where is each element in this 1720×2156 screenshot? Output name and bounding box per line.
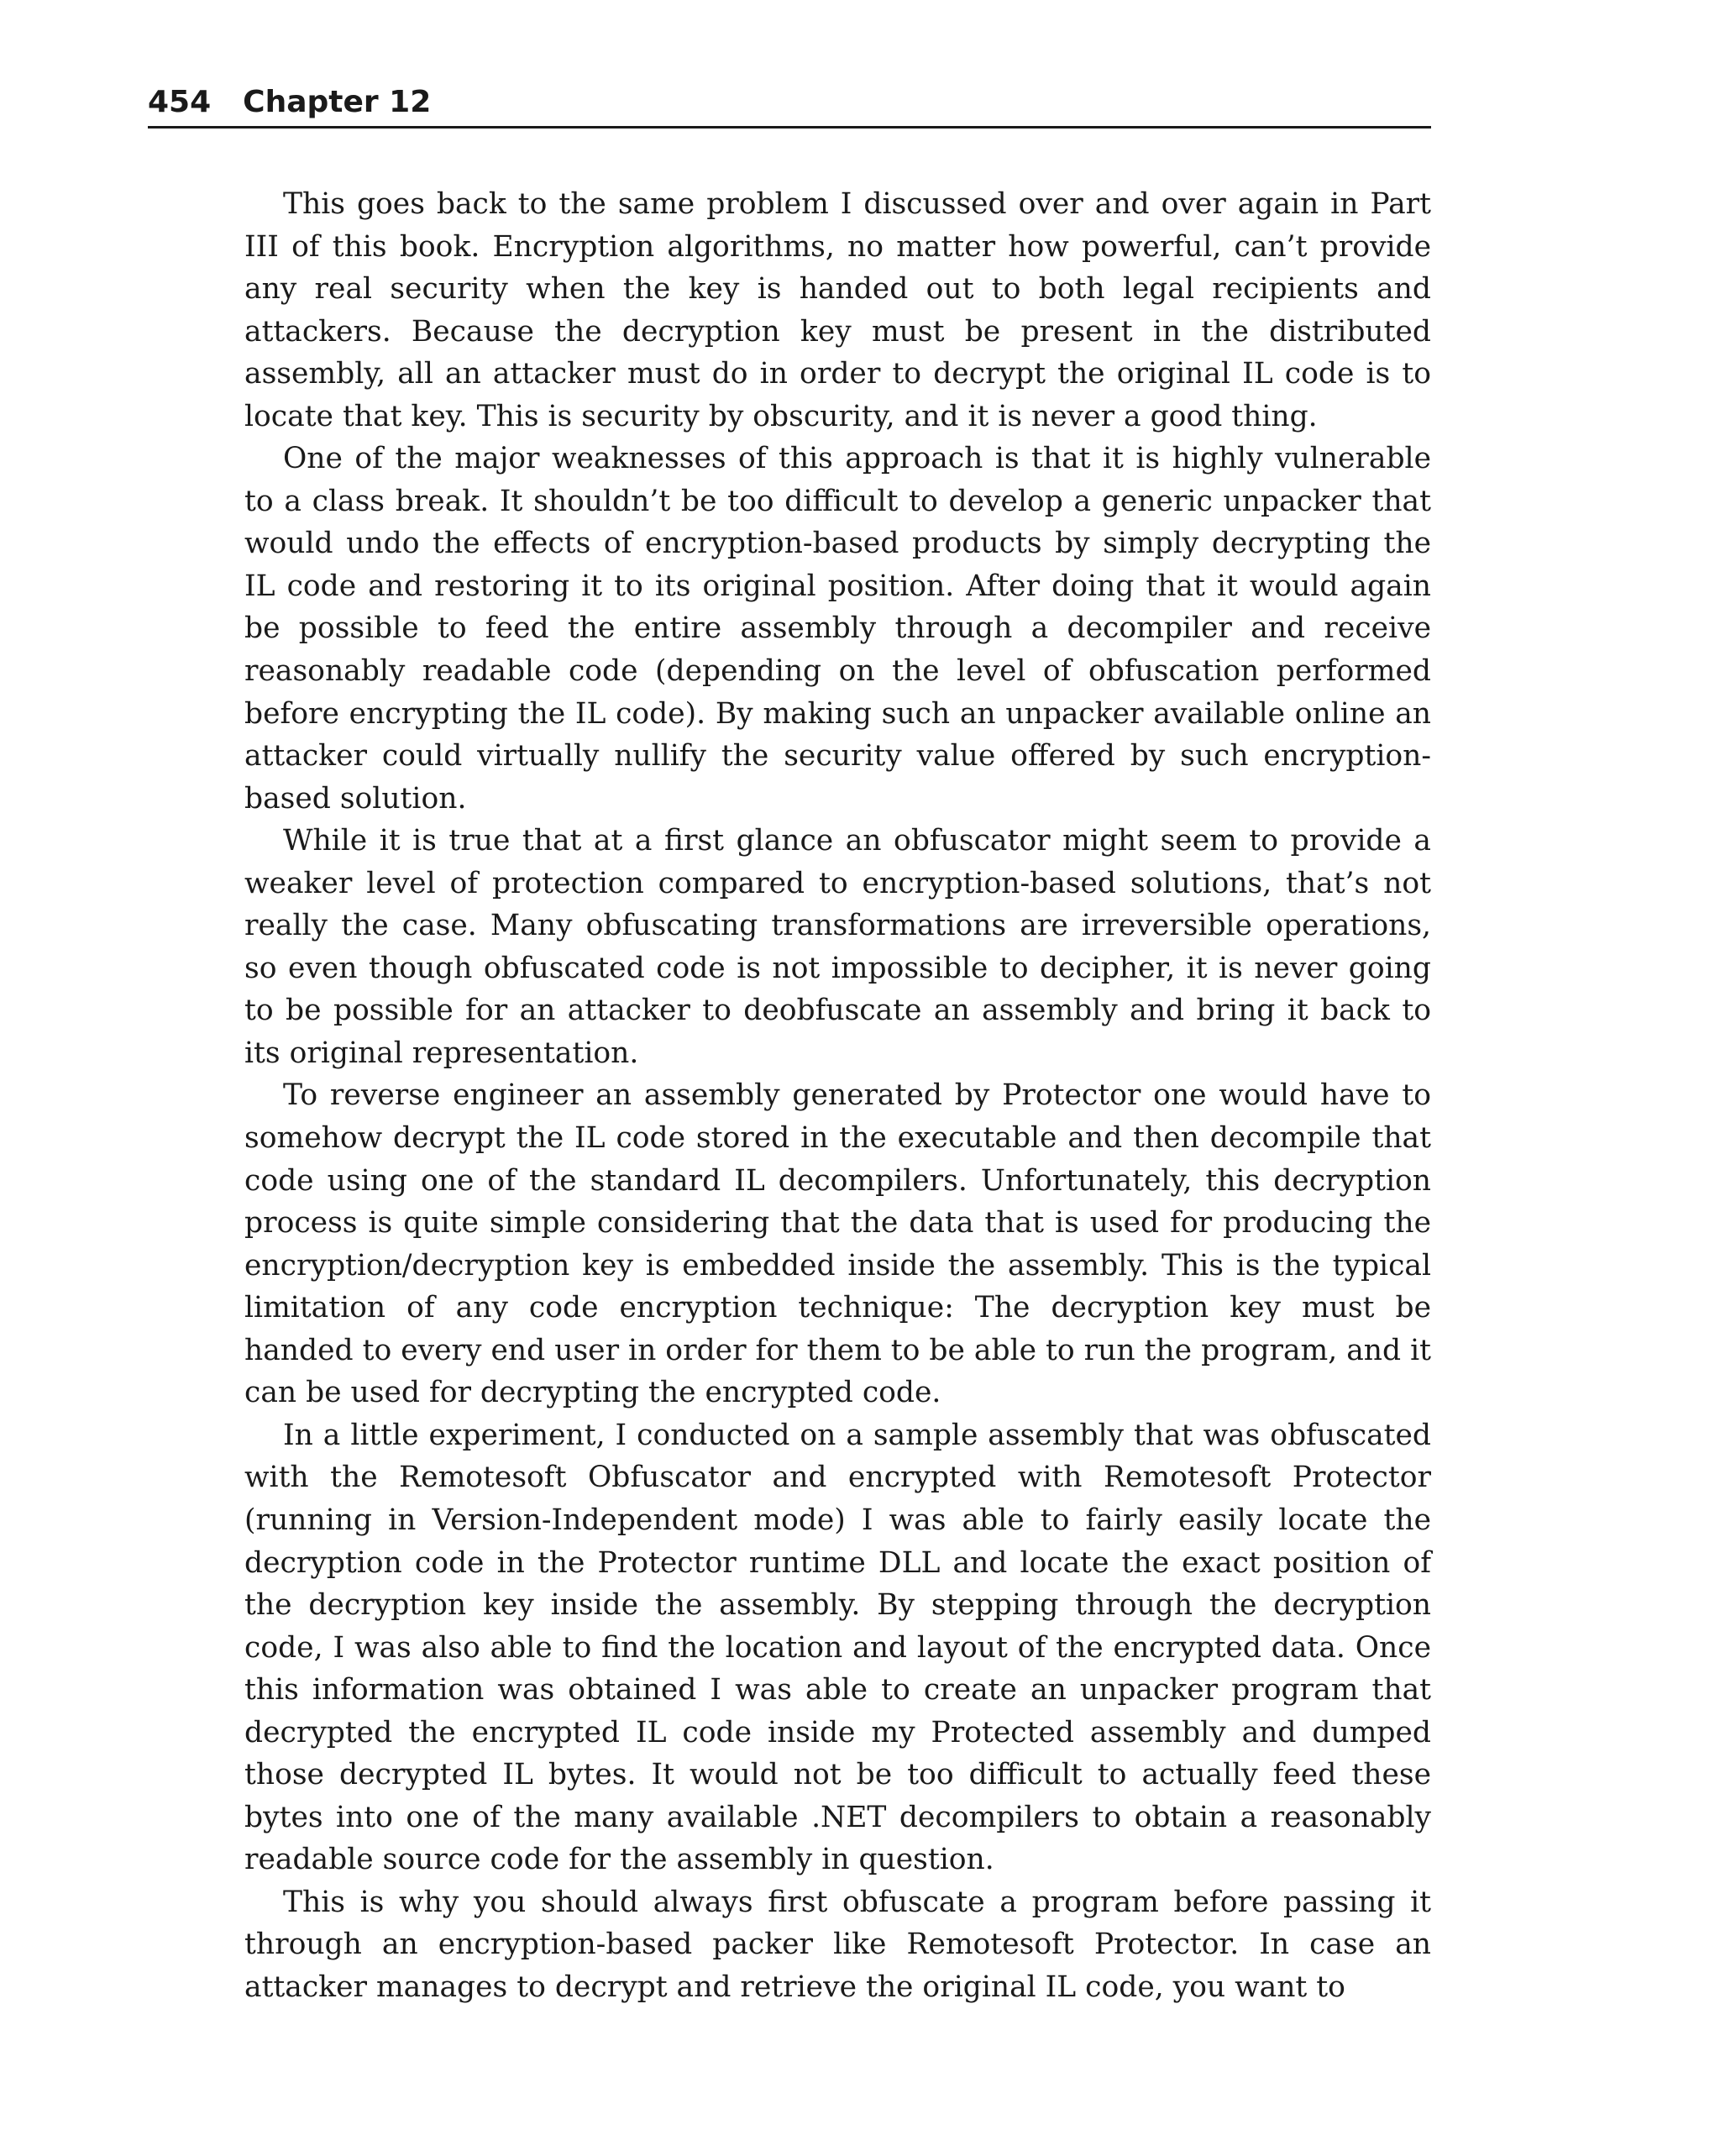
paragraph: To reverse engineer an assembly generated by Protector one would have to somehow decrypt the IL code stored in the executable and then decompile that code using one of the standard IL decompilers. Unfortunately, this decryption process is quite simple considering that the data that is used for producing the encryption/decryption key is embedded inside the assembly. This is the typical limitation of any code encryption technique: The decryption key must be handed to every end user in order for them to be able to run the program, and it can be used for decrypting the encrypted code.	[244, 1078, 1431, 1410]
paragraph: This is why you should always first obfuscate a program before passing it through an encryption-based packer like Remotesoft Protector. In case an attacker manages to decrypt and retrieve the original IL code, you want to	[244, 1885, 1431, 2004]
paragraph: In a little experiment, I conducted on a sample assembly that was obfuscated with the Remotesoft Obfuscator and encrypted with Remotesoft Protector (running in Version-Independent mode) I was able to fairly easily locate the decryption code in the Protector runtime DLL and locate the exact position of the decryption key inside the assembly. By stepping through the decryption code, I was also able to find the location and layout of the encrypted data. Once this information was obtained I was able to create an unpacker program that decrypted the encrypted IL code inside my Protected assembly and dumped those decrypted IL bytes. It would not be too difficult to actually feed these bytes into one of the many available .NET decompilers to obtain a reasonably readable source code for the assembly in question.	[244, 1418, 1431, 1877]
paragraph: While it is true that at a first glance an obfuscator might seem to provide a weaker level of protection compared to encryption-based solutions, that’s not really the case. Many obfuscating transformations are irreversible operations, so even though obfuscated code is not impossible to decipher, it is never going to be possible for an attacker to deobfuscate an assembly and bring it back to its original representation.	[244, 824, 1431, 1070]
body-text	[244, 183, 1431, 2009]
running-header	[148, 82, 1431, 129]
paragraph: One of the major weaknesses of this approach is that it is highly vulnerable to a class break. It shouldn’t be too difficult to develop a generic unpacker that would undo the effects of encryption-based products by simply decrypting the IL code and restoring it to its original position. After doing that it would again be possible to feed the entire assembly through a decompiler and receive reasonably readable code (depending on the level of obfuscation performed before encrypting the IL code). By making such an unpacker available online an attacker could virtually nullify the security value offered by such encryption-based solution.	[244, 442, 1431, 816]
chapter-title: Chapter 12	[243, 85, 432, 119]
paragraph: This goes back to the same problem I discussed over and over again in Part III of this book. Encryption algorithms, no matter how powerful, can’t provide any real security when the key is handed out to both legal recipients and attackers. Because the decryption key must be present in the distributed assembly, all an attacker must do in order to decrypt the original IL code is to locate that key. This is security by obscurity, and it is never a good thing.	[244, 187, 1431, 433]
page-number: 454	[148, 85, 212, 119]
